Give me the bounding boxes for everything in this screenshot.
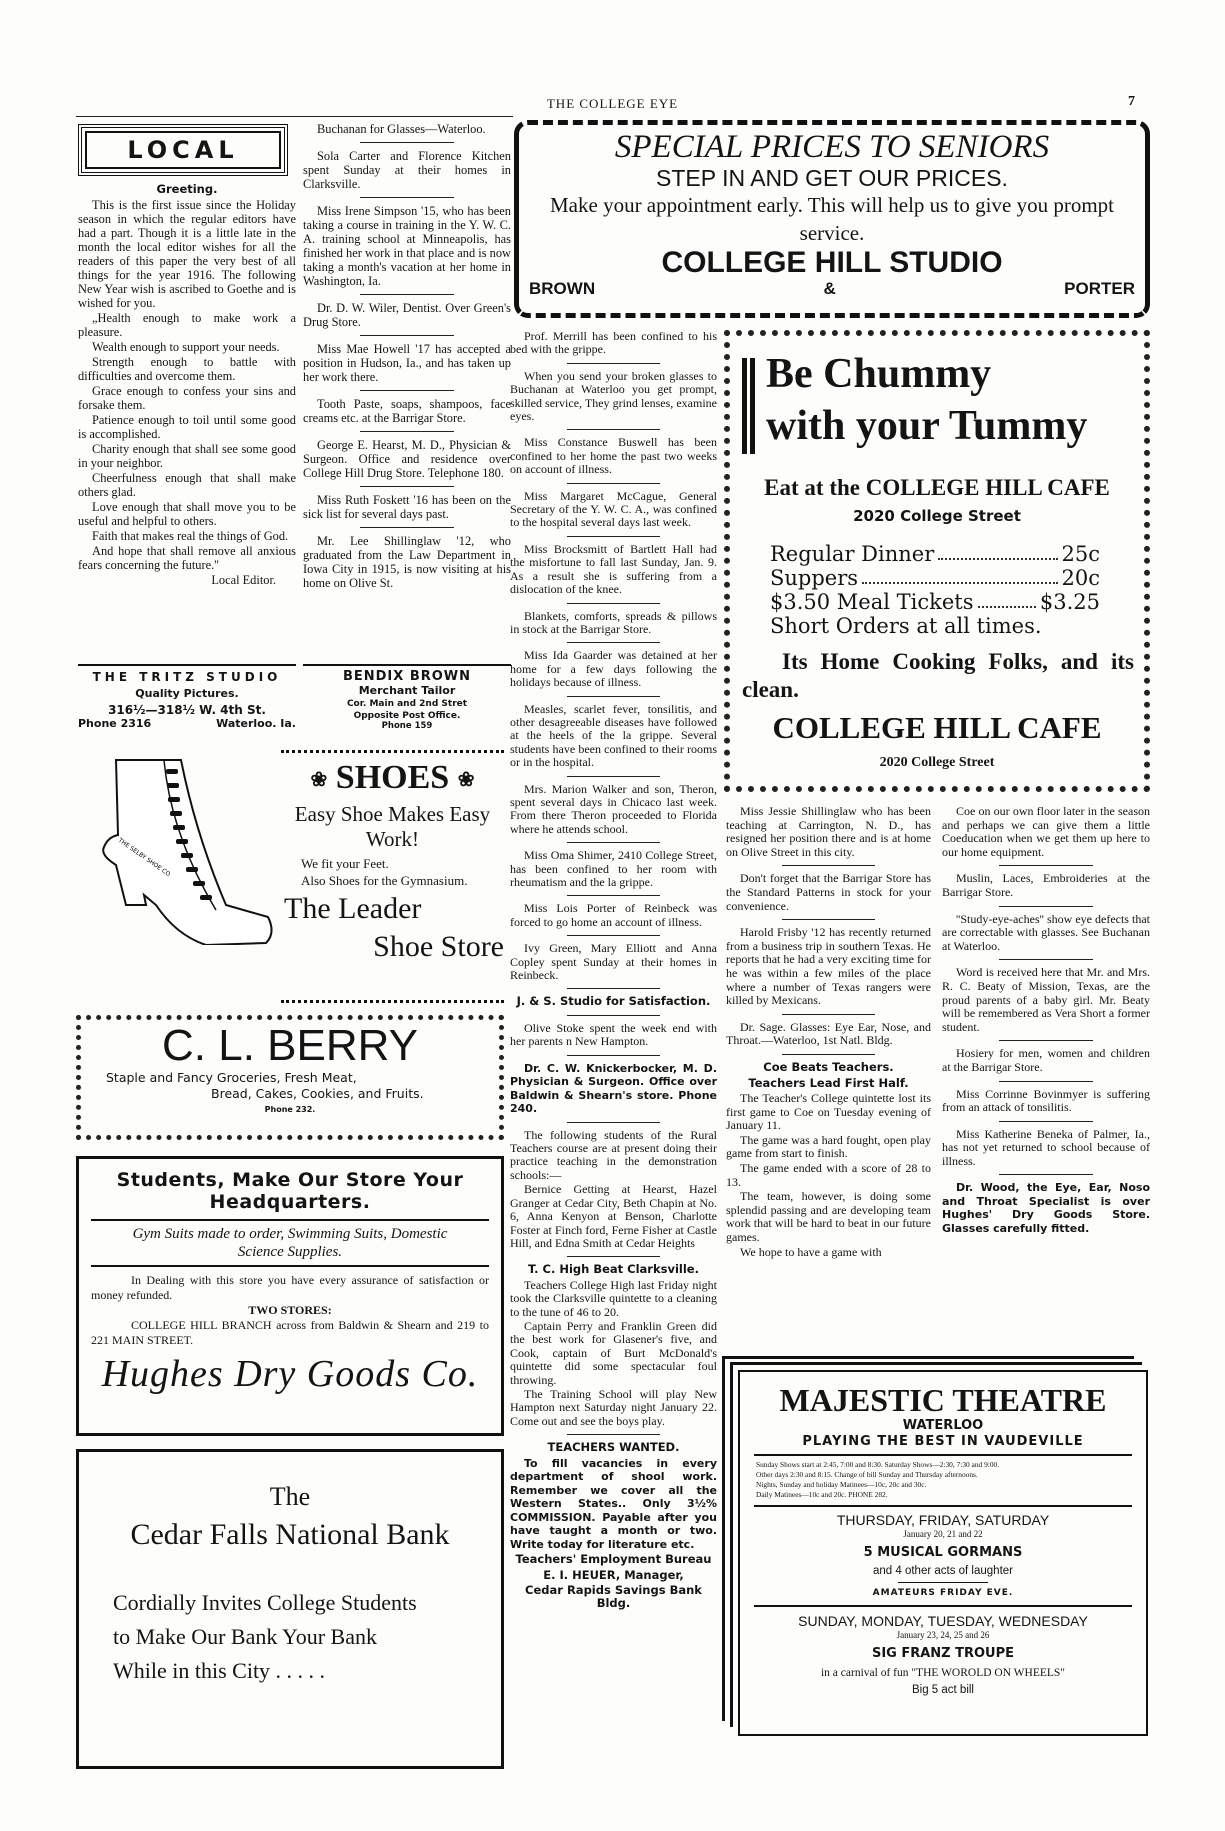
divider — [567, 1256, 660, 1257]
bill1-act: 5 MUSICAL GORMANS — [863, 1545, 1023, 1560]
page-number: 7 — [1128, 94, 1135, 109]
item-heading: TEACHERS WANTED. — [547, 1440, 680, 1455]
bill2-dates: January 23, 24, 25 and 26 — [896, 1630, 990, 1640]
ad-line1: Cordially Invites College Students — [113, 1590, 417, 1615]
local-banner — [78, 124, 288, 176]
bill2-act: SIG FRANZ TROUPE — [871, 1646, 1015, 1661]
column-3 — [510, 330, 717, 1770]
news-item: Miss Margaret McCague, General Secretary of the Y. W. C. A., was confined to the hospital several days last week. — [510, 488, 717, 530]
cafe-headline-2: with your Tummy — [766, 403, 1088, 449]
news-item: Hosiery for men, women and children at the Barrigar Store. — [942, 1046, 1150, 1074]
showtimes — [740, 1460, 1146, 1500]
news-item: Harold Frisby '12 has recently returned from a business trip in southern Texas. He reports that he had a very exciting time for he was within a few miles of the place where a number of Texas rangers were killed by Mexicans. — [726, 925, 931, 1008]
schedule-line: Sunday Shows start at 2:45, 7:00 and 8:30. Saturday Shows—2:30, 7:30 and 9:00. — [756, 1460, 1000, 1469]
news-item: Sola Carter and Florence Kitchen spent Sunday at their homes in Clarksville. — [303, 149, 511, 191]
bill1-more: and 4 other acts of laughter — [872, 1565, 1013, 1577]
item-heading: Teachers' Employment Bureau — [515, 1552, 712, 1567]
divider — [782, 919, 874, 920]
cafe-name: COLLEGE HILL CAFE — [772, 710, 1102, 745]
divider — [999, 1174, 1093, 1175]
ad-studio-name: COLLEGE HILL STUDIO — [661, 246, 1003, 279]
news-item: Coe on our own floor later in the season and perhaps we can give them a little Coeducation when we get them up here to our home equipment. — [942, 805, 1150, 859]
divider — [567, 642, 660, 643]
menu-item: Suppers — [770, 566, 859, 590]
news-item: The following students of the Rural Teachers course are at present doing their practice teaching in the demonstration schools:— — [510, 1127, 717, 1182]
majestic-theatre-ad — [738, 1370, 1148, 1736]
news-item: Olive Stoke spent the week end with her parents n New Hampton. — [510, 1020, 717, 1049]
cafe-address: 2020 College Street — [853, 507, 1021, 525]
menu-price: 25c — [1061, 542, 1100, 566]
schedule-line: Other days 2:30 and 8:15. Change of bill Sunday and Thursday afternoons. — [756, 1470, 978, 1479]
news-item: Miss Constance Buswell has been confined to her home the past two weeks on account of illness. — [510, 435, 717, 477]
cafe-headline-1: Be Chummy — [766, 351, 992, 397]
ad-assurance: In Dealing with this store you have every assurance of satisfaction or money refunded. — [91, 1273, 489, 1302]
news-item: Mrs. Marion Walker and son, Theron, spent several days in Chicaco last week. From there Theron proceeded to Florida where he attends school. — [510, 781, 717, 836]
menu-row — [770, 590, 1100, 614]
shoes-store-line1: The Leader — [284, 892, 422, 925]
theatre-tagline: PLAYING THE BEST IN VAUDEVILLE — [802, 1434, 1084, 1449]
news-item: Love enough that shall move you to be useful and helpful to others. — [78, 500, 296, 528]
ad-headline: Students, Make Our Store Your Headquarters. — [116, 1169, 464, 1213]
news-item: The Teacher's College quintette lost its first game to Coe on Tuesday evening of January 11. — [726, 1091, 931, 1133]
ad-phone: Phone 2316 — [78, 717, 152, 730]
divider — [360, 197, 454, 198]
hughes-ad — [76, 1156, 504, 1436]
news-item: And hope that shall remove all anxious fears concerning the future.'' — [78, 544, 296, 572]
item-heading: Cedar Rapids Savings Bank Bldg. — [525, 1582, 702, 1611]
boot-maker-label: THE SELBY SHOE CO — [116, 836, 172, 879]
college-hill-cafe-ad — [724, 330, 1150, 792]
divider — [567, 895, 660, 896]
news-item: „Health enough to make work a pleasure. — [78, 311, 296, 339]
ad-body: Make your appointment early. This will help us to give you prompt service. — [550, 193, 1114, 245]
divider — [567, 696, 660, 697]
news-item: Teachers College High last Friday night took the Clarksville quintette to a cleaning to the tune of 46 to 20. — [510, 1277, 717, 1319]
news-item: Dr. C. W. Knickerbocker, M. D. Physician & Surgeon. Office over Baldwin & Shearn's store. Phone 240. — [510, 1061, 717, 1116]
divider — [999, 906, 1093, 907]
divider — [76, 116, 513, 117]
bank-ad — [76, 1449, 504, 1769]
cafe-eat-at: Eat at the COLLEGE HILL CAFE — [764, 475, 1110, 500]
divider — [567, 536, 660, 537]
item-heading: J. & S. Studio for Satisfaction. — [516, 994, 711, 1009]
ad-ampersand: & — [823, 279, 836, 298]
news-item: ''Study-eye-aches'' show eye defects that are correctable with glasses. See Buchanan at Waterloo. — [942, 911, 1150, 953]
ad-title: C. L. BERRY — [162, 1021, 418, 1070]
news-item: Buchanan for Glasses—Waterloo. — [317, 122, 486, 136]
menu-row — [770, 542, 1100, 566]
ad-phone: Phone 232. — [264, 1105, 316, 1114]
ad-line1: Staple and Fancy Groceries, Fresh Meat, — [106, 1070, 357, 1085]
divider — [360, 142, 454, 143]
ad-line2: to Make Our Bank Your Bank — [113, 1624, 377, 1649]
news-item: The game ended with a score of 28 to 13. — [726, 1161, 931, 1189]
news-item: Word is received here that Mr. and Mrs. R. C. Beaty of Mission, Texas, are the proud parents of a baby girl. Mr. Beaty will be remembered as Vera Short a former student. — [942, 965, 1150, 1034]
cafe-headline — [766, 348, 1142, 452]
column-5 — [942, 805, 1150, 1355]
divider — [999, 865, 1093, 866]
news-item: Miss Katherine Beneka of Palmer, Ia., has not yet returned to school because of illness. — [942, 1126, 1150, 1168]
news-item: Miss Corrinne Bovinmyer is suffering from an attack of tonsilitis. — [942, 1086, 1150, 1115]
bendix-brown-ad — [303, 664, 511, 742]
news-item: Miss Jessie Shillinglaw who has been teaching at Carrington, N. D., has resigned her position there and is at home on Olive Street in this city. — [726, 805, 931, 859]
divider — [360, 335, 454, 336]
theatre-name: MAJESTIC THEATRE — [779, 1382, 1107, 1418]
news-item: Miss Ida Gaarder was detained at her home for a few days following the holidays because of illness. — [510, 648, 717, 690]
shoes-store-line2: Shoe Store — [373, 930, 504, 963]
news-item: Dr. D. W. Wiler, Dentist. Over Green's Drug Store. — [303, 301, 511, 329]
menu-price: $3.25 — [1039, 590, 1100, 614]
divider — [567, 483, 660, 484]
news-item: Miss Oma Shimer, 2410 College Street, has been confined to her room with rheumatism and the la grippe. — [510, 848, 717, 889]
cafe-address-2: 2020 College Street — [879, 755, 995, 770]
local-banner-title: LOCAL — [127, 136, 239, 164]
news-item: Captain Perry and Franklin Green did the best work for Glasener's five, and Cook, captain of Burt McDonald's quintette did some spectacular foul throwing. — [510, 1318, 717, 1387]
ad-the: The — [269, 1482, 311, 1511]
border — [281, 750, 504, 753]
boot-illustration — [86, 755, 276, 945]
column-1 — [78, 180, 296, 662]
news-item: Ivy Green, Mary Elliott and Anna Copley spent Sunday at their homes in Reinbeck. — [510, 941, 717, 983]
ad-city: Waterloo. Ia. — [216, 717, 296, 730]
menu-row — [770, 566, 1100, 590]
divider — [567, 1122, 660, 1123]
news-item: Cheerfulness enough that shall make others glad. — [78, 471, 296, 499]
ad-line3: While in this City . . . . . — [113, 1658, 326, 1683]
news-item: Tooth Paste, soaps, shampoos, face creams etc. at the Barrigar Store. — [303, 397, 511, 425]
shoes-title-text: SHOES — [335, 759, 450, 796]
menu-item: $3.50 Meal Tickets — [770, 590, 974, 614]
news-item: Faith that makes real the things of God. — [92, 529, 289, 543]
item-heading: E. I. HEUER, Manager, — [543, 1567, 684, 1582]
shoes-line1: Easy Shoe Makes Easy Work! — [294, 802, 491, 851]
divider — [360, 527, 454, 528]
bill1-days: THURSDAY, FRIDAY, SATURDAY — [836, 1512, 1050, 1528]
news-item: Measles, scarlet fever, tonsilitis, and other desagreeable diseases have followed at the heels of the la grippe. Several students have been confined to their rooms or in the hospital. — [510, 701, 717, 770]
ad-subtitle: STEP IN AND GET OUR PRICES. — [656, 165, 1008, 191]
ad-store-name: Hughes Dry Goods Co. — [101, 1353, 479, 1395]
news-item: Muslin, Laces, Embroideries at the Barrigar Store. — [942, 871, 1150, 899]
schedule-line: Nights, Sunday and holiday Matinees—10c, 20c and 30c. — [756, 1480, 927, 1489]
news-item: Grace enough to confess your sins and forsake them. — [78, 384, 296, 412]
divider — [567, 988, 660, 989]
ad-goods: Gym Suits made to order, Swimming Suits, Domestic Science Supplies. — [132, 1226, 448, 1260]
news-item: Miss Ruth Foskett '16 has been on the sick list for several days past. — [303, 493, 511, 521]
news-item: This is the first issue since the Holiday season in which the regular editors have had a part. Though it is a little late in the month the local editor wishes for all the readers of this paper the very best of all things for the year 1916. The following New Year wish is ascribed to Goethe and is wished for you. — [78, 198, 296, 310]
divider — [999, 959, 1093, 960]
newspaper-title: THE COLLEGE EYE — [546, 96, 679, 111]
ad-owner-left: BROWN — [529, 279, 596, 298]
item-heading: Teachers Lead First Half. — [748, 1075, 909, 1090]
cafe-slogan: Its Home Cooking Folks, and its clean. — [742, 649, 1134, 702]
divider — [360, 486, 454, 487]
tritz-studio-ad — [78, 664, 296, 742]
ad-bank-name: Cedar Falls National Bank — [130, 1518, 450, 1551]
ad-title: SPECIAL PRICES TO SENIORS — [614, 129, 1050, 165]
news-item: Bernice Getting at Hearst, Hazel Granger at Cedar City, Beth Chapin at No. 6, Anna Kenyon at Benson, Charlotte Foster at Finch ford, Ferne Fisher at Castle Hill, and Edna Smith at Cedar Heights — [510, 1182, 717, 1250]
news-item: Local Editor. — [211, 573, 276, 587]
column-4 — [726, 805, 931, 1355]
news-item: Mr. Lee Shillinglaw '12, who graduated from the Law Department in Iowa City in 1915, is now visiting at his home on Olive St. — [303, 534, 511, 590]
divider — [360, 431, 454, 432]
news-item: Miss Brocksmitt of Bartlett Hall had the misfortune to fall last Sunday, Jan. 9. As a result she is suffering from a dislocation of the knee. — [510, 541, 717, 597]
divider — [999, 1121, 1093, 1122]
news-item: The team, however, is doing some splendid passing and are developing team work that will be hard to beat in our future games. — [726, 1189, 931, 1245]
divider — [360, 390, 454, 391]
news-item: Miss Mae Howell '17 has accepted a position in Hudson, Ia., and has taken up her work there. — [303, 342, 511, 384]
bill2-days: SUNDAY, MONDAY, TUESDAY, WEDNESDAY — [798, 1613, 1088, 1629]
ad-title: BENDIX BROWN — [342, 669, 472, 684]
short-orders: Short Orders at all times. — [770, 614, 1042, 638]
divider — [567, 429, 660, 430]
news-item: We hope to have a game with — [740, 1244, 882, 1259]
divider — [999, 1081, 1093, 1082]
news-item: George E. Hearst, M. D., Physician & Surgeon. Office and residence over College Hill Drug Store. Telephone 180. — [303, 438, 511, 480]
ad-stores: COLLEGE HILL BRANCH across from Baldwin & Shearn and 219 to 221 MAIN STREET. — [91, 1318, 489, 1347]
divider — [567, 1015, 660, 1016]
news-item: Charity enough that shall see some good in your neighbor. — [78, 442, 296, 470]
news-item: When you send your broken glasses to Buchanan at Waterloo you get prompt, skilled service, They grind lenses, examine eyes. — [510, 368, 717, 424]
news-item: Miss Lois Porter of Reinbeck was forced to go home an account of illness. — [510, 901, 717, 929]
news-item: Don't forget that the Barrigar Store has the Standard Patterns in stock for your convenience. — [726, 871, 931, 913]
item-heading: T. C. High Beat Clarksville. — [528, 1262, 699, 1277]
divider — [782, 865, 874, 866]
schedule-line: Daily Matinees—10c and 20c. PHONE 282. — [756, 1490, 888, 1499]
ad-tagline: Quality Pictures. — [135, 687, 239, 700]
news-item: Strength enough to battle with difficulties and overcome them. — [78, 355, 296, 383]
ad-phone: Phone 159 — [381, 721, 433, 731]
divider — [567, 842, 660, 843]
theatre-city: WATERLOO — [902, 1418, 984, 1433]
senior-prices-ad — [514, 120, 1150, 318]
cafe-menu — [770, 542, 1100, 638]
divider — [360, 294, 454, 295]
ad-address: 316½—318½ W. 4th St. — [108, 703, 266, 717]
divider — [567, 935, 660, 936]
divider — [782, 1054, 874, 1055]
column-2 — [303, 122, 511, 662]
shoes-title: ❀ SHOES ❀ — [310, 759, 475, 796]
news-item: Wealth enough to support your needs. — [92, 340, 280, 354]
divider — [567, 1434, 660, 1435]
ad-location: Opposite Post Office. — [353, 711, 461, 721]
news-item: Dr. Sage. Glasses: Eye Ear, Nose, and Throat.—Waterloo, 1st Natl. Bldg. — [726, 1019, 931, 1048]
news-item: To fill vacancies in every department of shool work. Remember we cover all the Western States.. Only 3½% COMMISSION. Payable after you have taught a month or two. Write today for literature etc. — [510, 1456, 717, 1551]
divider — [567, 776, 660, 777]
ad-stores-title: TWO STORES: — [248, 1303, 332, 1317]
divider — [567, 603, 660, 604]
ad-tagline: Merchant Tailor — [358, 684, 456, 697]
ad-title: THE TRITZ STUDIO — [92, 670, 282, 684]
news-item: Dr. Wood, the Eye, Ear, Noso and Throat Specialist is over Hughes' Dry Goods Store. Glasses carefully fitted. — [942, 1181, 1150, 1235]
bill1-extra: AMATEURS FRIDAY EVE. — [872, 1588, 1014, 1598]
divider — [567, 363, 660, 364]
bill1-dates: January 20, 21 and 22 — [903, 1529, 983, 1539]
news-item: The game was a hard fought, open play game from start to finish. — [726, 1132, 931, 1161]
news-item: The Training School will play New Hampton next Saturday night January 22. Come out and see the boys play. — [510, 1386, 717, 1428]
item-heading: Greeting. — [156, 182, 218, 196]
news-item: Miss Irene Simpson '15, who has been taking a course in training in the Y. W. C. A. training school at Minneapolis, has finished her work in that place and is now taking a month's vacation at her home in Washington, Ia. — [303, 204, 511, 288]
news-item: Patience enough to toil until some good is accomplished. — [78, 413, 296, 441]
bill2-more: Big 5 act bill — [911, 1684, 974, 1696]
divider — [999, 1040, 1093, 1041]
news-item: Prof. Merrill has been confined to his bed with the grippe. — [510, 330, 717, 357]
shoes-line3: Also Shoes for the Gymnasium. — [301, 873, 468, 888]
shoes-line2: We fit your Feet. — [301, 856, 389, 871]
news-item: Blankets, comforts, spreads & pillows in stock at the Barrigar Store. — [510, 608, 717, 636]
menu-price: 20c — [1061, 566, 1100, 590]
ad-line2: Bread, Cakes, Cookies, and Fruits. — [211, 1086, 424, 1101]
item-heading: Coe Beats Teachers. — [763, 1059, 894, 1074]
divider — [567, 1055, 660, 1056]
shoes-ad — [76, 750, 504, 1012]
bill2-description: in a carnival of fun "THE WOROLD ON WHEELS" — [820, 1667, 1066, 1679]
border — [281, 1000, 504, 1003]
ad-address: Cor. Main and 2nd Stret — [346, 699, 468, 709]
berry-ad — [76, 1015, 504, 1140]
divider — [782, 1014, 874, 1015]
menu-item: Regular Dinner — [770, 542, 935, 566]
ad-owner-right: PORTER — [1064, 279, 1135, 298]
